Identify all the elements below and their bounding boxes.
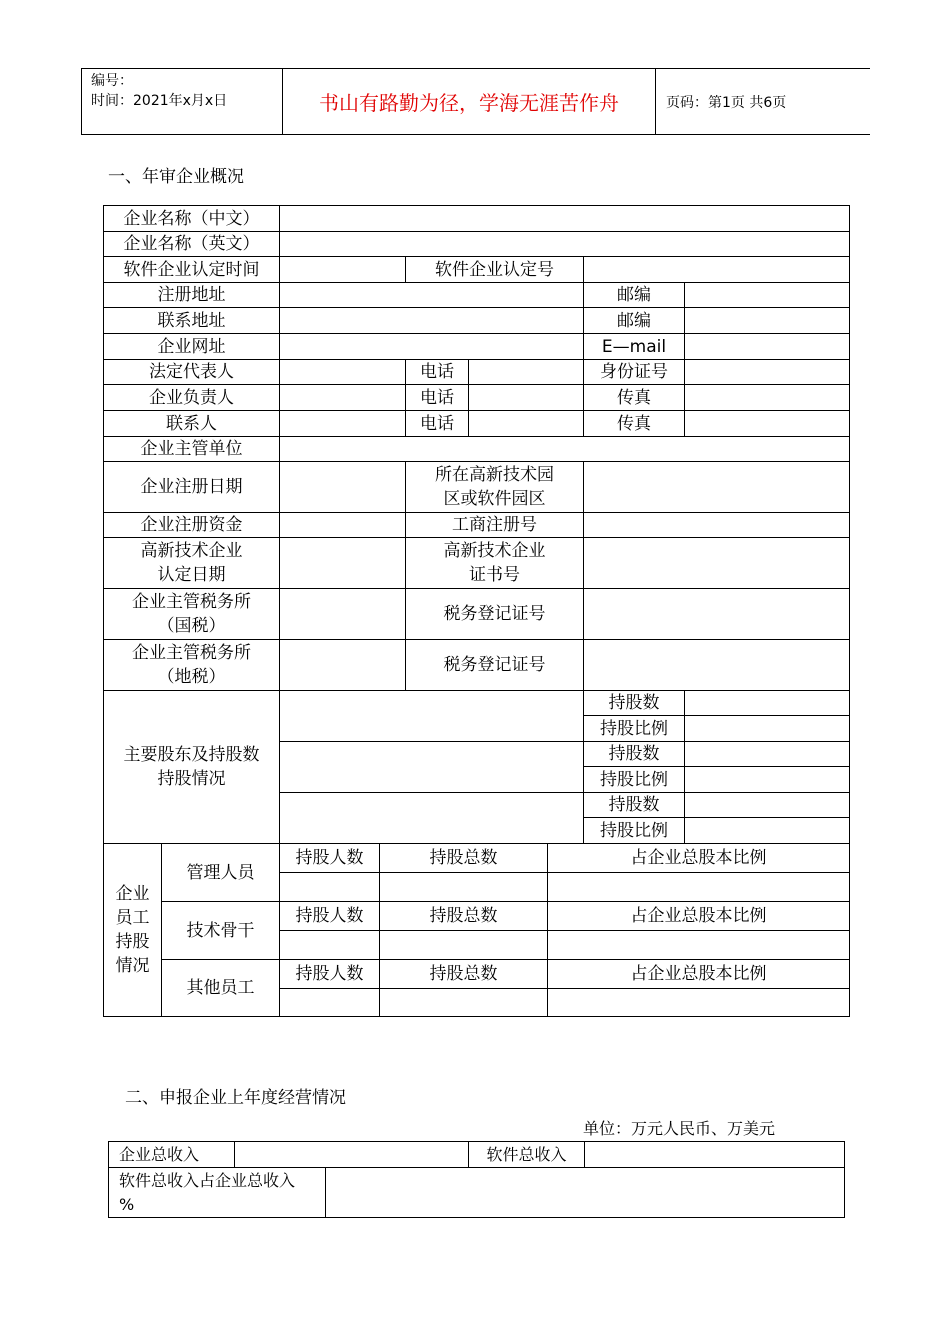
label-website: 企业网址 xyxy=(104,334,280,360)
input-shareholder-2[interactable] xyxy=(280,742,584,793)
label-email: E—mail xyxy=(584,334,685,360)
page-info: 页码：第1页 共6页 xyxy=(666,94,787,111)
label-shares-2: 持股数 xyxy=(584,742,685,767)
input-name-en[interactable] xyxy=(280,232,850,257)
label-tax-reg-no-2: 税务登记证号 xyxy=(406,640,584,691)
input-legal-rep[interactable] xyxy=(280,360,406,385)
label-reg-date: 企业注册日期 xyxy=(104,462,280,513)
input-park[interactable] xyxy=(584,462,850,513)
motto: 书山有路勤为径，学海无涯苦作舟 xyxy=(283,69,656,134)
label-pct-capital-3: 占企业总股本比例 xyxy=(548,960,850,989)
label-shares-1: 持股数 xyxy=(584,691,685,716)
label-ht-cert: 高新技术企业 证书号 xyxy=(406,538,584,589)
label-fax: 传真 xyxy=(584,385,685,411)
label-holders-2: 持股人数 xyxy=(280,902,380,931)
input-principal[interactable] xyxy=(280,385,406,411)
label-legal-rep: 法定代表人 xyxy=(104,360,280,385)
input-website[interactable] xyxy=(280,334,584,360)
label-phone-3: 电话 xyxy=(406,411,469,437)
label-other: 其他员工 xyxy=(162,960,280,1017)
label-name-cn: 企业名称（中文） xyxy=(104,206,280,232)
input-shareholder-3[interactable] xyxy=(280,793,584,844)
label-tech: 技术骨干 xyxy=(162,902,280,960)
input-principal-fax[interactable] xyxy=(685,385,850,411)
label-ht-date: 高新技术企业 认定日期 xyxy=(104,538,280,589)
header-meta-cell xyxy=(82,69,283,134)
input-ratio-3[interactable] xyxy=(685,818,850,844)
input-legal-rep-phone[interactable] xyxy=(469,360,584,385)
input-tech-holders[interactable] xyxy=(280,931,380,960)
label-sw-cert-no: 软件企业认定号 xyxy=(406,257,584,283)
label-sw-income: 软件总收入 xyxy=(469,1142,585,1168)
input-contact-fax[interactable] xyxy=(685,411,850,437)
input-email[interactable] xyxy=(685,334,850,360)
input-ht-cert[interactable] xyxy=(584,538,850,589)
label-employee-holding: 企业 员工 持股 情况 xyxy=(104,844,162,1017)
input-tech-pct[interactable] xyxy=(548,931,850,960)
input-authority[interactable] xyxy=(280,437,850,462)
label-sw-cert-time: 软件企业认定时间 xyxy=(104,257,280,283)
input-other-holders[interactable] xyxy=(280,989,380,1017)
input-reg-addr[interactable] xyxy=(280,283,584,308)
input-mgmt-holders[interactable] xyxy=(280,873,380,902)
input-tech-total[interactable] xyxy=(380,931,548,960)
input-reg-date[interactable] xyxy=(280,462,406,513)
label-contact-addr: 联系地址 xyxy=(104,308,280,334)
input-shares-1[interactable] xyxy=(685,691,850,716)
label-postcode: 邮编 xyxy=(584,283,685,308)
label-ratio-2: 持股比例 xyxy=(584,767,685,793)
label-authority: 企业主管单位 xyxy=(104,437,280,462)
input-shares-3[interactable] xyxy=(685,793,850,818)
label-tax-reg-no: 税务登记证号 xyxy=(406,589,584,640)
input-total-income[interactable] xyxy=(235,1142,469,1168)
label-ratio-1: 持股比例 xyxy=(584,716,685,742)
label-tax-national: 企业主管税务所 （国税） xyxy=(104,589,280,640)
input-tax-reg-no-2[interactable] xyxy=(584,640,850,691)
label-total-income: 企业总收入 xyxy=(109,1142,235,1168)
label-tax-local: 企业主管税务所 （地税） xyxy=(104,640,280,691)
date-line: 时间：2021年x月x日 xyxy=(91,93,228,109)
serial-label: 编号： xyxy=(91,73,133,89)
input-mgmt-total[interactable] xyxy=(380,873,548,902)
input-postcode[interactable] xyxy=(685,283,850,308)
input-other-total[interactable] xyxy=(380,989,548,1017)
input-sw-cert-no[interactable] xyxy=(584,257,850,283)
label-fax-2: 传真 xyxy=(584,411,685,437)
input-biz-reg-no[interactable] xyxy=(584,513,850,538)
label-pct-capital-1: 占企业总股本比例 xyxy=(548,844,850,873)
section1-title: 一、年审企业概况 xyxy=(108,167,244,187)
label-name-en: 企业名称（英文） xyxy=(104,232,280,257)
input-contact[interactable] xyxy=(280,411,406,437)
label-sw-ratio: 软件总收入占企业总收入 % xyxy=(109,1168,326,1218)
company-overview-table xyxy=(103,205,850,1017)
input-sw-income[interactable] xyxy=(585,1142,845,1168)
label-mgmt: 管理人员 xyxy=(162,844,280,902)
input-other-pct[interactable] xyxy=(548,989,850,1017)
label-shareholders: 主要股东及持股数 持股情况 xyxy=(104,691,280,844)
label-shares-3: 持股数 xyxy=(584,793,685,818)
label-principal: 企业负责人 xyxy=(104,385,280,411)
label-phone-2: 电话 xyxy=(406,385,469,411)
section2-title: 二、申报企业上年度经营情况 xyxy=(125,1088,346,1108)
input-ht-date[interactable] xyxy=(280,538,406,589)
input-mgmt-pct[interactable] xyxy=(548,873,850,902)
input-ratio-1[interactable] xyxy=(685,716,850,742)
input-shareholder-1[interactable] xyxy=(280,691,584,742)
input-reg-capital[interactable] xyxy=(280,513,406,538)
input-sw-ratio[interactable] xyxy=(326,1168,845,1218)
label-contact: 联系人 xyxy=(104,411,280,437)
document-header xyxy=(81,68,870,135)
label-park: 所在高新技术园 区或软件园区 xyxy=(406,462,584,513)
label-postcode-2: 邮编 xyxy=(584,308,685,334)
label-reg-addr: 注册地址 xyxy=(104,283,280,308)
input-name-cn[interactable] xyxy=(280,206,850,232)
label-pct-capital-2: 占企业总股本比例 xyxy=(548,902,850,931)
input-contact-addr[interactable] xyxy=(280,308,584,334)
label-ratio-3: 持股比例 xyxy=(584,818,685,844)
label-total-shares-1: 持股总数 xyxy=(380,844,548,873)
currency-unit: 单位：万元人民币、万美元 xyxy=(583,1119,776,1138)
input-tax-national[interactable] xyxy=(280,589,406,640)
input-tax-local[interactable] xyxy=(280,640,406,691)
label-biz-reg-no: 工商注册号 xyxy=(406,513,584,538)
operations-table xyxy=(108,1141,845,1218)
input-shares-2[interactable] xyxy=(685,742,850,767)
label-id-no: 身份证号 xyxy=(584,360,685,385)
input-principal-phone[interactable] xyxy=(469,385,584,411)
label-holders-3: 持股人数 xyxy=(280,960,380,989)
label-phone: 电话 xyxy=(406,360,469,385)
input-tax-reg-no[interactable] xyxy=(584,589,850,640)
input-id-no[interactable] xyxy=(685,360,850,385)
label-total-shares-3: 持股总数 xyxy=(380,960,548,989)
input-ratio-2[interactable] xyxy=(685,767,850,793)
label-total-shares-2: 持股总数 xyxy=(380,902,548,931)
label-holders-1: 持股人数 xyxy=(280,844,380,873)
input-postcode-2[interactable] xyxy=(685,308,850,334)
label-reg-capital: 企业注册资金 xyxy=(104,513,280,538)
input-contact-phone[interactable] xyxy=(469,411,584,437)
input-sw-cert-time[interactable] xyxy=(280,257,406,283)
